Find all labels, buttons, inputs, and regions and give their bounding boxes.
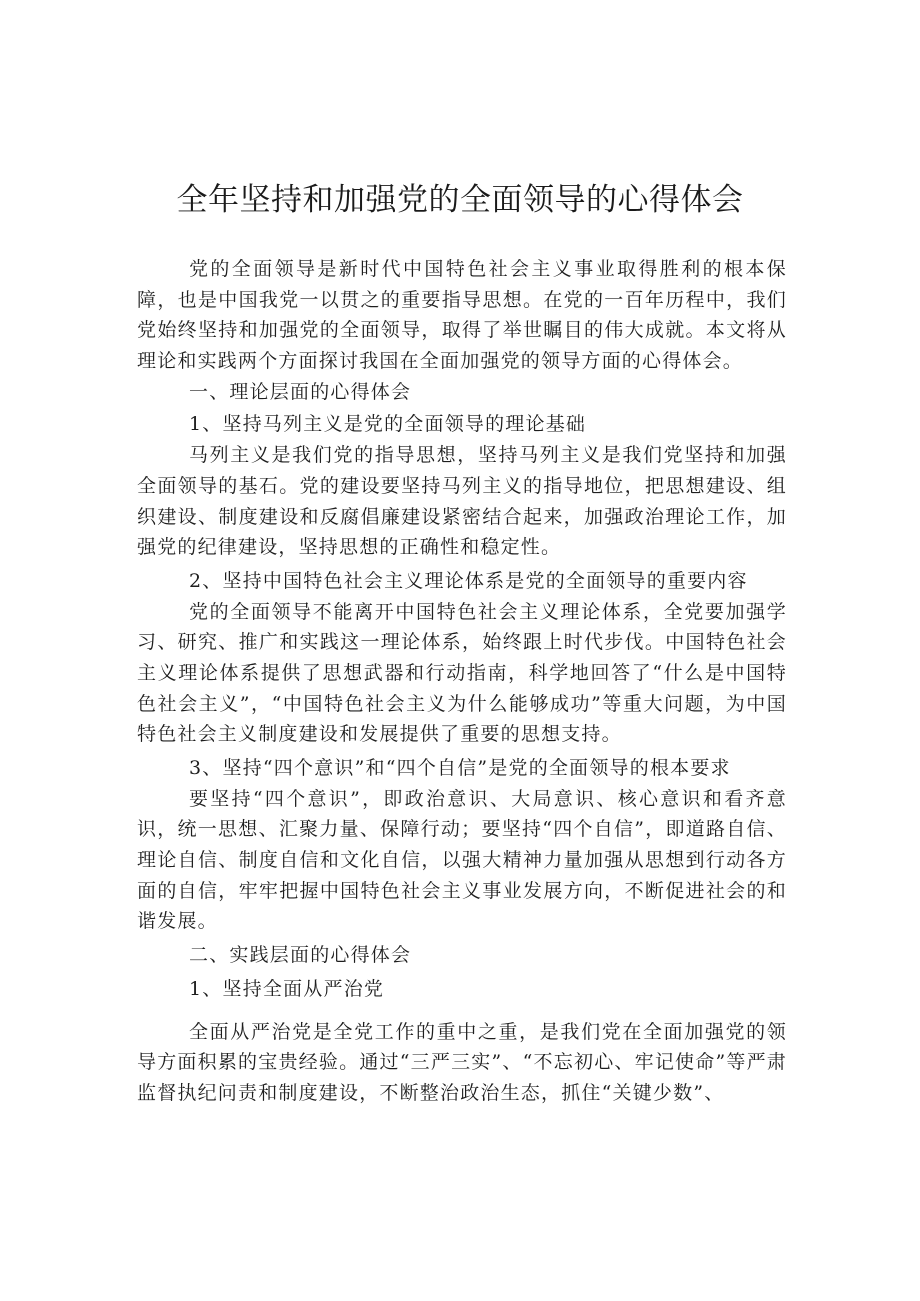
section-1-item-3-heading: 3、坚持“四个意识”和“四个自信”是党的全面领导的根本要求 — [189, 756, 731, 779]
document-title: 全年坚持和加强党的全面领导的心得体会 — [176, 182, 744, 218]
section-2-item-1-heading: 1、坚持全面从严治党 — [189, 977, 385, 1000]
section-1-item-2-body: 党的全面领导不能离开中国特色社会主义理论体系，全党要加强学习、研究、推广和实践这一理论体系，始终跟上时代步伐。中国特色社会主义理论体系提供了思想武器和行动指南，科学地回答了“什么是中国特色社会主义”，“中国特色社会主义为什么能够成功”等重大问题，为中国特色社会主义制度建设和发展提供了重要的思想支持。 — [137, 600, 787, 746]
intro-paragraph: 党的全面领导是新时代中国特色社会主义事业取得胜利的根本保障，也是中国我党一以贯之的重要指导思想。在党的一百年历程中，我们党始终坚持和加强党的全面领导，取得了举世瞩目的伟大成就。本文将从理论和实践两个方面探讨我国在全面加强党的领导方面的心得体会。 — [137, 258, 787, 372]
section-1-item-2-heading: 2、坚持中国特色社会主义理论体系是党的全面领导的重要内容 — [189, 569, 748, 592]
section-1-heading: 一、理论层面的心得体会 — [189, 381, 412, 404]
section-1-item-1-body: 马列主义是我们党的指导思想，坚持马列主义是我们党坚持和加强全面领导的基石。党的建设要坚持马列主义的指导地位，把思想建设、组织建设、制度建设和反腐倡廉建设紧密结合起来，加强政治理论工作，加强党的纪律建设，坚持思想的正确性和稳定性。 — [137, 444, 787, 559]
section-1-item-1-heading: 1、坚持马列主义是党的全面领导的理论基础 — [189, 413, 587, 436]
section-2-item-1-body: 全面从严治党是全党工作的重中之重，是我们党在全面加强党的领导方面积累的宝贵经验。通过“三严三实”、“不忘初心、牢记使命”等严肃监督执纪问责和制度建设，不断整治政治生态，抓住“关键少数”、 — [137, 1020, 787, 1104]
section-2-heading: 二、实践层面的心得体会 — [189, 943, 412, 966]
section-1-item-3-body: 要坚持“四个意识”，即政治意识、大局意识、核心意识和看齐意识，统一思想、汇聚力量、保障行动；要坚持“四个自信”，即道路自信、理论自信、制度自信和文化自信，以强大精神力量加强从思想到行动各方面的自信，牢牢把握中国特色社会主义事业发展方向，不断促进社会的和谐发展。 — [137, 787, 787, 933]
document-body — [137, 254, 787, 1108]
